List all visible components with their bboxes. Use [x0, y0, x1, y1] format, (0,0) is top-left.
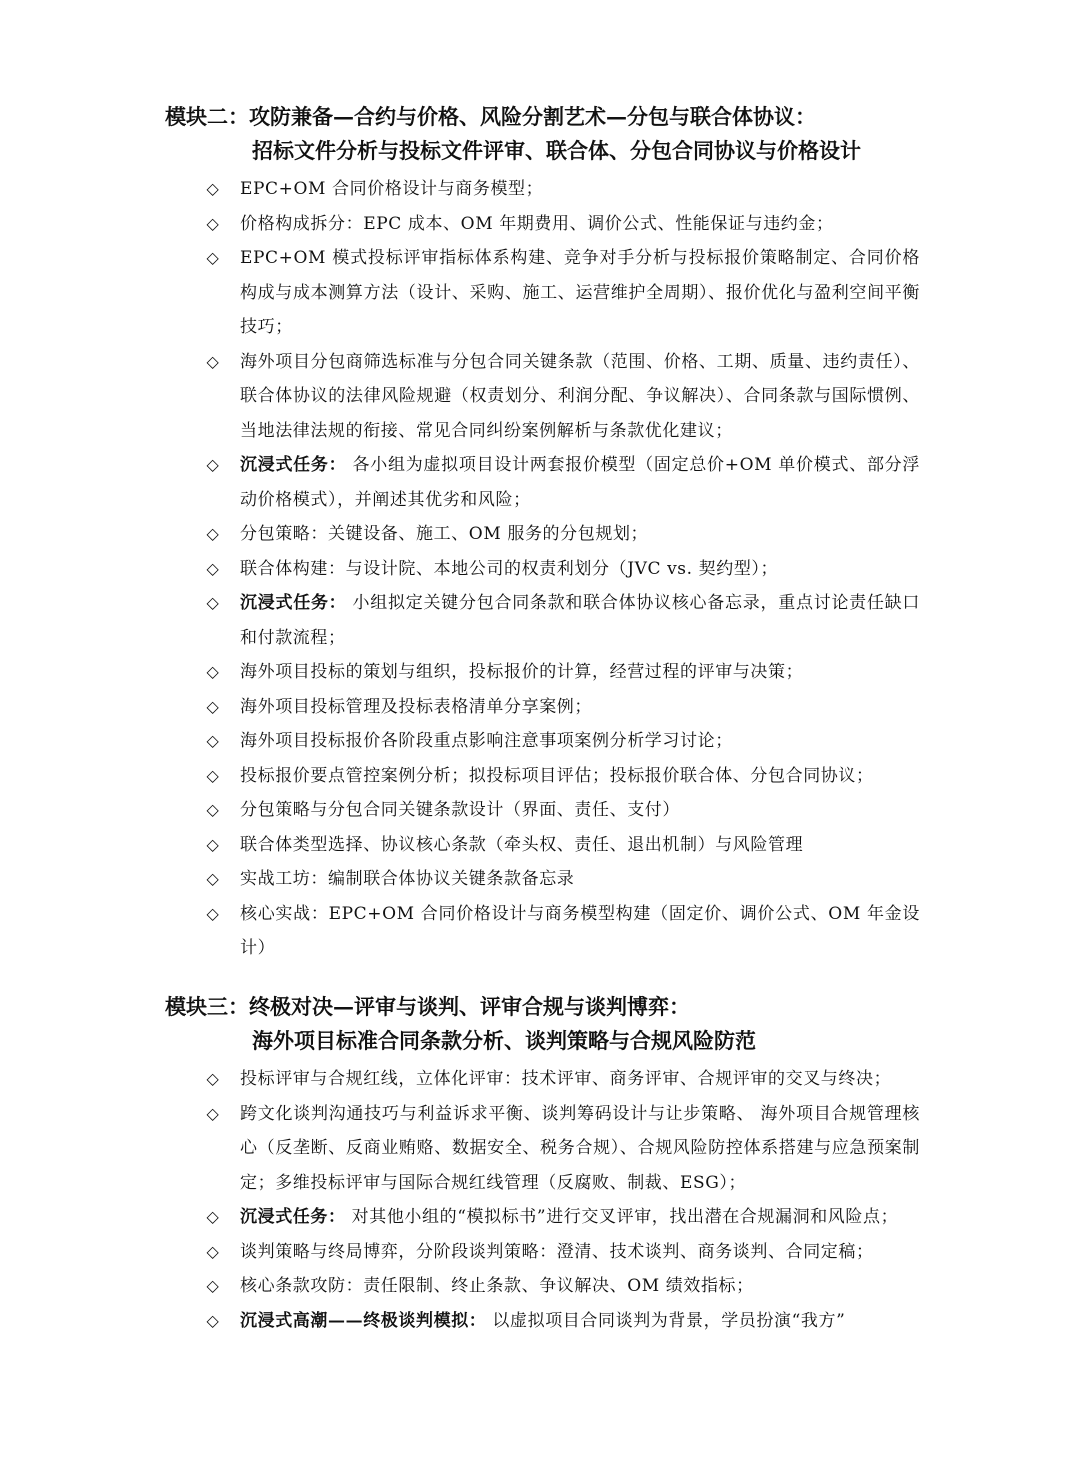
- diamond-bullet-icon: ◇: [206, 765, 220, 785]
- list-item: [0, 1304, 920, 1339]
- module-two-list: [0, 172, 1080, 966]
- module-three-title: 模块三：终极对决—评审与谈判、评审合规与谈判博弈：: [165, 994, 690, 1019]
- module-two-subtitle: 招标文件分析与投标文件评审、联合体、分包合同协议与价格设计: [252, 138, 861, 163]
- item-text: 价格构成拆分：EPC 成本、OM 年期费用、调价公式、性能保证与违约金；: [240, 213, 834, 234]
- module-three-list: [0, 1062, 1080, 1338]
- list-item: [0, 655, 920, 690]
- item-text: 对其他小组的“模拟标书”进行交叉评审，找出潜在合规漏洞和风险点；: [345, 1207, 899, 1227]
- item-text: 联合体类型选择、协议核心条款（牵头权、责任、退出机制）与风险管理: [240, 834, 804, 855]
- diamond-bullet-icon: ◇: [206, 1207, 220, 1226]
- item-text: 海外项目投标的策划与组织，投标报价的计算，经营过程的评审与决策；: [240, 662, 804, 682]
- list-item: [0, 862, 920, 897]
- item-text: 联合体构建：与设计院、本地公司的权责利划分（JVC vs. 契约型）；: [240, 558, 779, 579]
- item-text: EPC+OM 模式投标评审指标体系构建、竞争对手分析与投标报价策略制定、合同价格构成与成本测算方法（设计、采购、施工、运营维护全周期）、报价优化与盈利空间平衡技巧；: [240, 248, 920, 337]
- list-item: [0, 793, 920, 828]
- diamond-bullet-icon: ◇: [206, 1241, 220, 1261]
- item-text: 投标评审与合规红线，立体化评审：技术评审、商务评审、合规评审的交叉与终决；: [240, 1069, 892, 1089]
- item-text: 分包策略：关键设备、施工、OM 服务的分包规划；: [240, 524, 649, 544]
- diamond-bullet-icon: ◇: [206, 213, 220, 233]
- list-item: [0, 1269, 920, 1304]
- list-item: [0, 241, 920, 345]
- item-text: 海外项目投标管理及投标表格清单分享案例；: [240, 696, 592, 717]
- list-item: [0, 724, 920, 759]
- item-lead-label: 沉浸式任务：: [240, 593, 347, 613]
- item-text: 跨文化谈判沟通技巧与利益诉求平衡、谈判筹码设计与让步策略、 海外项目合规管理核心（反垄断、反商业贿赂、数据安全、税务合规）、合规风险防控体系搭建与应急预案制定；多维投标评审与国际合规红线管理（反腐败、制裁、ESG）；: [240, 1103, 920, 1193]
- list-item: [0, 828, 920, 863]
- item-text: 投标报价要点管控案例分析；拟投标项目评估；投标报价联合体、分包合同协议；: [240, 765, 874, 786]
- item-lead-label: 沉浸式任务：: [240, 455, 347, 475]
- list-item: [0, 345, 920, 449]
- item-text: 海外项目投标报价各阶段重点影响注意事项案例分析学习讨论；: [240, 731, 733, 751]
- module-three-subtitle: 海外项目标准合同条款分析、谈判策略与合规风险防范: [252, 1028, 756, 1053]
- diamond-bullet-icon: ◇: [206, 1276, 220, 1295]
- item-text: 小组拟定关键分包合同条款和联合体协议核心备忘录，重点讨论责任缺口和付款流程；: [240, 593, 920, 648]
- diamond-bullet-icon: ◇: [206, 1103, 220, 1123]
- item-lead-label: 沉浸式任务：: [240, 1207, 346, 1227]
- module-two-title: 模块二：攻防兼备—合约与价格、风险分割艺术—分包与联合体协议：: [165, 104, 816, 129]
- list-item: [0, 897, 920, 966]
- diamond-bullet-icon: ◇: [206, 1069, 220, 1088]
- diamond-bullet-icon: ◇: [206, 179, 220, 198]
- list-item: [0, 690, 920, 725]
- diamond-bullet-icon: ◇: [206, 869, 220, 888]
- list-item: [0, 172, 920, 207]
- diamond-bullet-icon: ◇: [206, 455, 220, 474]
- item-lead-label: 沉浸式高潮——终极谈判模拟：: [240, 1310, 487, 1331]
- item-text: 谈判策略与终局博弈，分阶段谈判策略：澄清、技术谈判、商务谈判、合同定稿；: [240, 1241, 874, 1262]
- diamond-bullet-icon: ◇: [206, 903, 220, 923]
- diamond-bullet-icon: ◇: [206, 731, 220, 750]
- list-item: [0, 207, 920, 242]
- item-text: 海外项目分包商筛选标准与分包合同关键条款（范围、价格、工期、质量、违约责任）、联合体协议的法律风险规避（权责划分、利润分配、争议解决）、合同条款与国际惯例、当地法律法规的衔接、常见合同纠纷案例解析与条款优化建议；: [240, 351, 920, 441]
- item-text: 各小组为虚拟项目设计两套报价模型（固定总价+OM 单价模式、部分浮动价格模式），并阐述其优劣和风险；: [240, 455, 920, 510]
- diamond-bullet-icon: ◇: [206, 800, 220, 819]
- diamond-bullet-icon: ◇: [206, 558, 220, 578]
- list-item: [0, 1200, 920, 1235]
- list-item: [0, 448, 920, 517]
- diamond-bullet-icon: ◇: [206, 351, 220, 371]
- module-three-section: [0, 990, 1080, 1338]
- diamond-bullet-icon: ◇: [206, 662, 220, 681]
- list-item: [0, 1235, 920, 1270]
- diamond-bullet-icon: ◇: [206, 696, 220, 716]
- module-two-section: [0, 100, 1080, 966]
- list-item: [0, 552, 920, 587]
- item-text: 核心实战：EPC+OM 合同价格设计与商务模型构建（固定价、调价公式、OM 年金设计）: [240, 903, 920, 958]
- item-text: 实战工坊：编制联合体协议关键条款备忘录: [240, 869, 575, 889]
- diamond-bullet-icon: ◇: [206, 834, 220, 854]
- item-text: 核心条款攻防：责任限制、终止条款、争议解决、OM 绩效指标；: [240, 1276, 754, 1296]
- list-item: [0, 1062, 920, 1097]
- list-item: [0, 517, 920, 552]
- diamond-bullet-icon: ◇: [206, 248, 220, 267]
- diamond-bullet-icon: ◇: [206, 524, 220, 543]
- list-item: [0, 759, 920, 794]
- diamond-bullet-icon: ◇: [206, 1310, 220, 1330]
- item-text: 以虚拟项目合同谈判为背景，学员扮演“我方”: [486, 1310, 846, 1331]
- list-item: [0, 586, 920, 655]
- item-text: 分包策略与分包合同关键条款设计（界面、责任、支付）: [240, 800, 680, 820]
- list-item: [0, 1097, 920, 1201]
- item-text: EPC+OM 合同价格设计与商务模型；: [240, 179, 544, 199]
- diamond-bullet-icon: ◇: [206, 593, 220, 612]
